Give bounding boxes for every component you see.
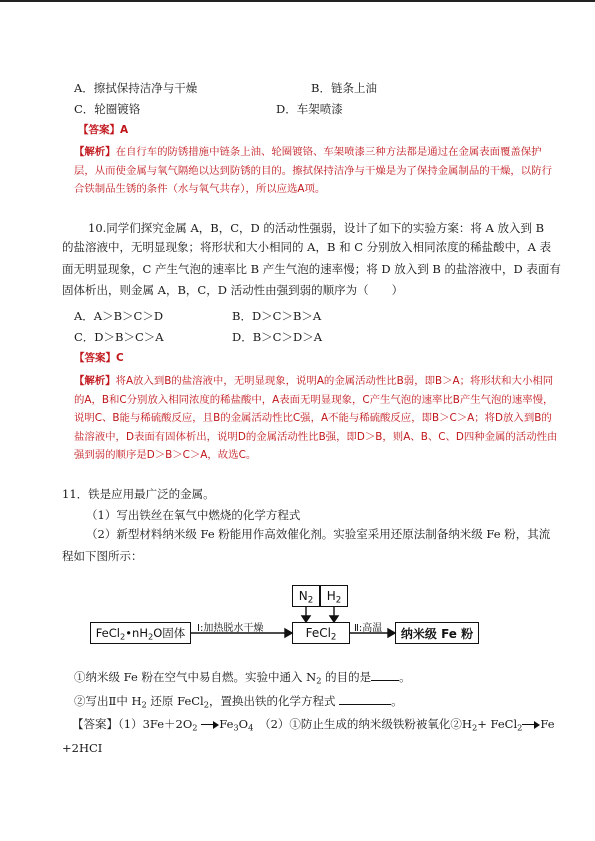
arrow-step2-head (388, 629, 395, 637)
q11-sub1: （1）写出铁丝在氧气中燃烧的化学方程式 (86, 508, 301, 522)
q11-answer-cont: +2HCI (62, 741, 103, 755)
flow-step2-label: Ⅱ:高温 (354, 623, 383, 634)
reaction-arrow-icon (201, 721, 219, 729)
q10-stem-rest: 的盐溶液中，无明显现象；将形状和大小相同的 A，B 和 C 分别放入相同浓度的稀盐酸中，A 表面无明显现象，C 产生气泡的速率比 B 产生气泡的速率慢；将 D 放入到 B 的盐溶液中，D 表面有固体析出，则金属 A，B，C，D 活动性由强到弱的顺序为（ ） (62, 240, 561, 297)
flow-n2-label: $N_2$ (298, 589, 314, 606)
flow-h2-label: $H_2$ (326, 589, 342, 606)
arrow-n2-head (302, 616, 310, 622)
q10-option-c: C．D＞B＞C＞A (74, 330, 164, 344)
q11-question-1: ①纳米级 Fe 粉在空气中易自燃。实验中通入 $N_2$ 的目的是 。 (74, 670, 411, 686)
q9-option-b: B．链条上油 (311, 81, 377, 95)
q10-analysis-text: 将A放入到B的盐溶液中，无明显现象，说明A的金属活动性比B弱，即B＞A；将形状和大小相同的A，B和C分别放入相同浓度的稀盐酸中，A表面无明显现象，C产生气泡的速率比B产生气泡的速率慢，说明C、B能与稀硫酸反应，且B的金属活动性比C强，A不能与稀硫酸反应，即B＞C＞A；将D放入到B的盐溶液中，D表面有固体析出，说明D的金属活动性比B强，即D＞B，则A、B、C、D四种金属的活动性由强到弱的顺序是D＞B＞C＞A，故选C。 (74, 375, 558, 461)
q9-answer-tag: 【答案】 (78, 124, 120, 136)
q9-answer-value: A (120, 124, 129, 136)
q11-answer: 【答案】$(1)3Fe+2O_2$ $Fe_3O_4$ （2）①防止生成的纳米级铁粉被氧化$②H_2+$ FeCl$_2$ Fe (72, 717, 555, 733)
q9-option-c: C．轮圈镀铬 (74, 102, 141, 116)
q10-answer-value: C (116, 352, 124, 364)
q11-answer-tag: 【答案】 (72, 717, 118, 731)
answer-blank-1[interactable] (371, 670, 399, 681)
q10-stem-line1: 10.同学们探究金属 A，B，C，D 的活动性强弱，设计了如下的实验方案：将 A 放入到 B (88, 221, 545, 235)
q10-option-a: A．A＞B＞C＞D (74, 309, 164, 323)
flow-step1-label: Ⅰ:加热脱水干燥 (197, 623, 264, 634)
q9-analysis-text: 在自行车的防锈措施中链条上油、轮圈镀铬、车架喷漆三种方法都是通过在金属表面覆盖保护层，从而使金属与氧气隔绝以达到防锈的目的。擦拭保持洁净与干燥是为了保持金属制品的干燥，以防行合铁制品生锈的条件（水与氧气共存），所以应选A项。 (74, 146, 552, 195)
flow-mid-label: FeCl$_2$ (305, 626, 337, 643)
q11-question-2: ②写出Ⅱ中 $H_2$ 还原 FeCl$_2$，置换出铁的化学方程式 。 (74, 694, 403, 710)
q10-option-b: B．D＞C＞B＞A (232, 309, 322, 323)
q10-analysis-tag: 【解析】 (74, 375, 116, 387)
flow-start-label: $FeCl_2•nH_2O$固体 (95, 626, 186, 642)
reaction-arrow-icon (522, 721, 540, 729)
q9-option-a: A．擦拭保持洁净与干燥 (74, 81, 198, 95)
flow-end-box: 纳米级 Fe 粉 (395, 622, 479, 644)
arrow-h2-head (330, 616, 338, 622)
q10-answer-tag: 【答案】 (74, 352, 116, 364)
q9-option-d: D．车架喷漆 (276, 102, 343, 116)
q11-sub2: （2）新型材料纳米级 Fe 粉能用作高效催化剂。实验室采用还原法制备纳米级 Fe 粉，其流程如下图所示： (62, 527, 551, 563)
arrow-step1-head (285, 629, 292, 637)
answer-blank-2[interactable] (339, 694, 391, 705)
q10-option-d: D．B＞C＞D＞A (232, 330, 322, 344)
q11-stem: 11．铁是应用最广泛的金属。 (62, 487, 215, 501)
q9-analysis-tag: 【解析】 (74, 146, 116, 158)
